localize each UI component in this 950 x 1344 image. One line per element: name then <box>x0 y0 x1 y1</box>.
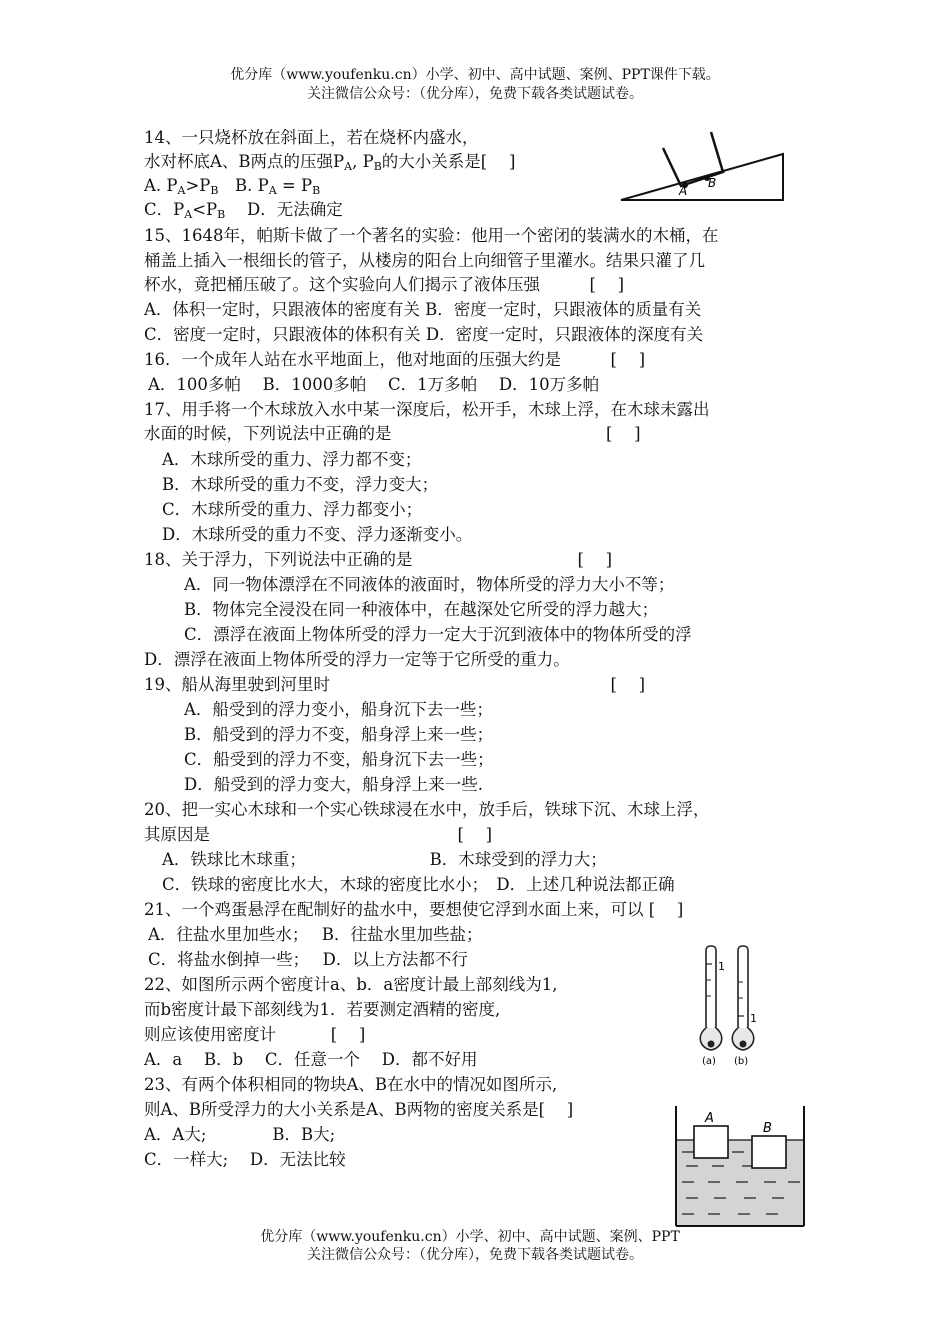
q14-options-cd: C．$P_A<P_B$ D．无法确定 <box>144 200 343 221</box>
q23-options-cd: C．一样大; D．无法比较 <box>144 1150 346 1169</box>
point-a-label: A <box>679 184 688 198</box>
q14-line-1: 14、一只烧杯放在斜面上，若在烧杯内盛水， <box>144 128 479 147</box>
q15-line-1: 15、1648年，帕斯卡做了一个著名的实验：他用一个密闭的装满水的木桶，在 <box>144 226 719 245</box>
q18-line-1: 18、关于浮力，下列说法中正确的是 [ ] <box>144 550 613 569</box>
footer-line-1: 优分库（www.youfenku.cn）小学、初中、高中试题、案例、PPT <box>260 1229 680 1245</box>
q23-line-2: 则A、B所受浮力的大小关系是A、B两物的密度关系是[ ] <box>144 1100 574 1119</box>
q19-option-d: D．船受到的浮力变大，船身浮上来一些. <box>184 775 483 794</box>
q22-line-2: 而b密度计最下部刻线为1．若要测定酒精的密度, <box>144 1000 501 1019</box>
q17-option-d: D．木球所受的重力不变、浮力逐渐变小。 <box>162 525 473 544</box>
q17-line-2: 水面的时候，下列说法中正确的是 [ ] <box>144 424 641 443</box>
q19-option-a: A．船受到的浮力变小，船身沉下去一些； <box>184 700 493 719</box>
q22-line-3: 则应该使用密度计 [ ] <box>144 1025 366 1044</box>
q18-option-d: D．漂浮在液面上物体所受的浮力一定等于它所受的重力。 <box>144 650 570 669</box>
block-b-label: B <box>763 1121 772 1136</box>
header-line-1: 优分库（www.youfenku.cn）小学、初中、高中试题、案例、PPT课件下载。 <box>230 67 720 83</box>
q21-options-ab: A．往盐水里加些水； B．往盐水里加些盐； <box>148 925 483 944</box>
q17-line-1: 17、用手将一个木球放入水中某一深度后，松开手，木球上浮，在木球未露出 <box>144 400 710 419</box>
hydrometer-b-mark: 1 <box>750 1012 757 1025</box>
q20-line-1: 20、把一实心木球和一个实心铁球浸在水中，放手后，铁球下沉、木球上浮， <box>144 800 710 819</box>
q14-line-2: 水对杯底A、B两点的压强$P_A$, $P_B$的大小关系是[ ] <box>144 152 516 173</box>
q21-line-1: 21、一个鸡蛋悬浮在配制好的盐水中，要想使它浮到水面上来，可以 [ ] <box>144 900 684 919</box>
floating-blocks-figure <box>672 1104 808 1230</box>
q19-option-b: B．船受到的浮力不变，船身浮上来一些； <box>184 725 494 744</box>
hydrometer-a-label: (a) <box>702 1056 716 1067</box>
q15-line-3: 杯水，竟把桶压破了。这个实验向人们揭示了液体压强 [ ] <box>144 275 625 294</box>
q23-options-ab: A．A大; B．B大; <box>144 1125 336 1144</box>
q23-line-1: 23、有两个体积相同的物块A、B在水中的情况如图所示, <box>144 1075 558 1094</box>
q17-option-c: C．木球所受的重力、浮力都变小； <box>162 500 423 519</box>
q15-options-cd: C．密度一定时，只跟液体的体积有关 D．密度一定时，只跟液体的深度有关 <box>144 325 704 344</box>
q18-option-a: A．同一物体漂浮在不同液体的液面时，物体所受的浮力大小不等； <box>184 575 675 594</box>
q22-line-1: 22、如图所示两个密度计a、b．a密度计最上部刻线为1, <box>144 975 558 994</box>
q19-option-c: C．船受到的浮力不变，船身沉下去一些； <box>184 750 494 769</box>
q17-option-a: A．木球所受的重力、浮力都不变； <box>162 450 422 469</box>
hydrometers-figure <box>692 940 772 1070</box>
q14-options-ab: A. $P_A>P_B$ B. $P_A = P_B$ <box>144 176 321 197</box>
q22-options: A．a B．b C．任意一个 D．都不好用 <box>144 1050 478 1069</box>
q18-option-c: C．漂浮在液面上物体所受的浮力一定大于沉到液体中的物体所受的浮 <box>184 625 692 644</box>
q16-line-1: 16．一个成年人站在水平地面上，他对地面的压强大约是 [ ] <box>144 350 646 369</box>
q15-line-2: 桶盖上插入一根细长的管子，从楼房的阳台上向细管子里灌水。结果只灌了几 <box>144 251 705 270</box>
q20-options-cd: C．铁球的密度比水大，木球的密度比水小； D．上述几种说法都正确 <box>162 875 675 894</box>
q18-option-b: B．物体完全浸没在同一种液体中，在越深处它所受的浮力越大； <box>184 600 659 619</box>
q20-line-2: 其原因是 [ ] <box>144 825 493 844</box>
block-a-label: A <box>705 1111 714 1126</box>
q15-options-ab: A．体积一定时，只跟液体的密度有关 B．密度一定时，只跟液体的质量有关 <box>144 300 702 319</box>
q19-line-1: 19、船从海里驶到河里时 [ ] <box>144 675 646 694</box>
hydrometer-a-mark: 1 <box>718 960 725 973</box>
q16-options: A．100多帕 B．1000多帕 C．1万多帕 D．10万多帕 <box>148 375 600 394</box>
hydrometer-b-label: (b) <box>734 1056 749 1067</box>
header-line-2: 关注微信公众号：（优分库），免费下载各类试题试卷。 <box>307 86 643 102</box>
point-b-label: B <box>708 176 717 190</box>
incline-beaker-figure <box>615 128 790 208</box>
q17-option-b: B．木球所受的重力不变，浮力变大； <box>162 475 439 494</box>
footer-line-2: 关注微信公众号：（优分库），免费下载各类试题试卷。 <box>307 1247 643 1263</box>
q20-options-ab: A．铁球比木球重； B．木球受到的浮力大； <box>162 850 607 869</box>
q21-options-cd: C．将盐水倒掉一些； D．以上方法都不行 <box>148 950 468 969</box>
